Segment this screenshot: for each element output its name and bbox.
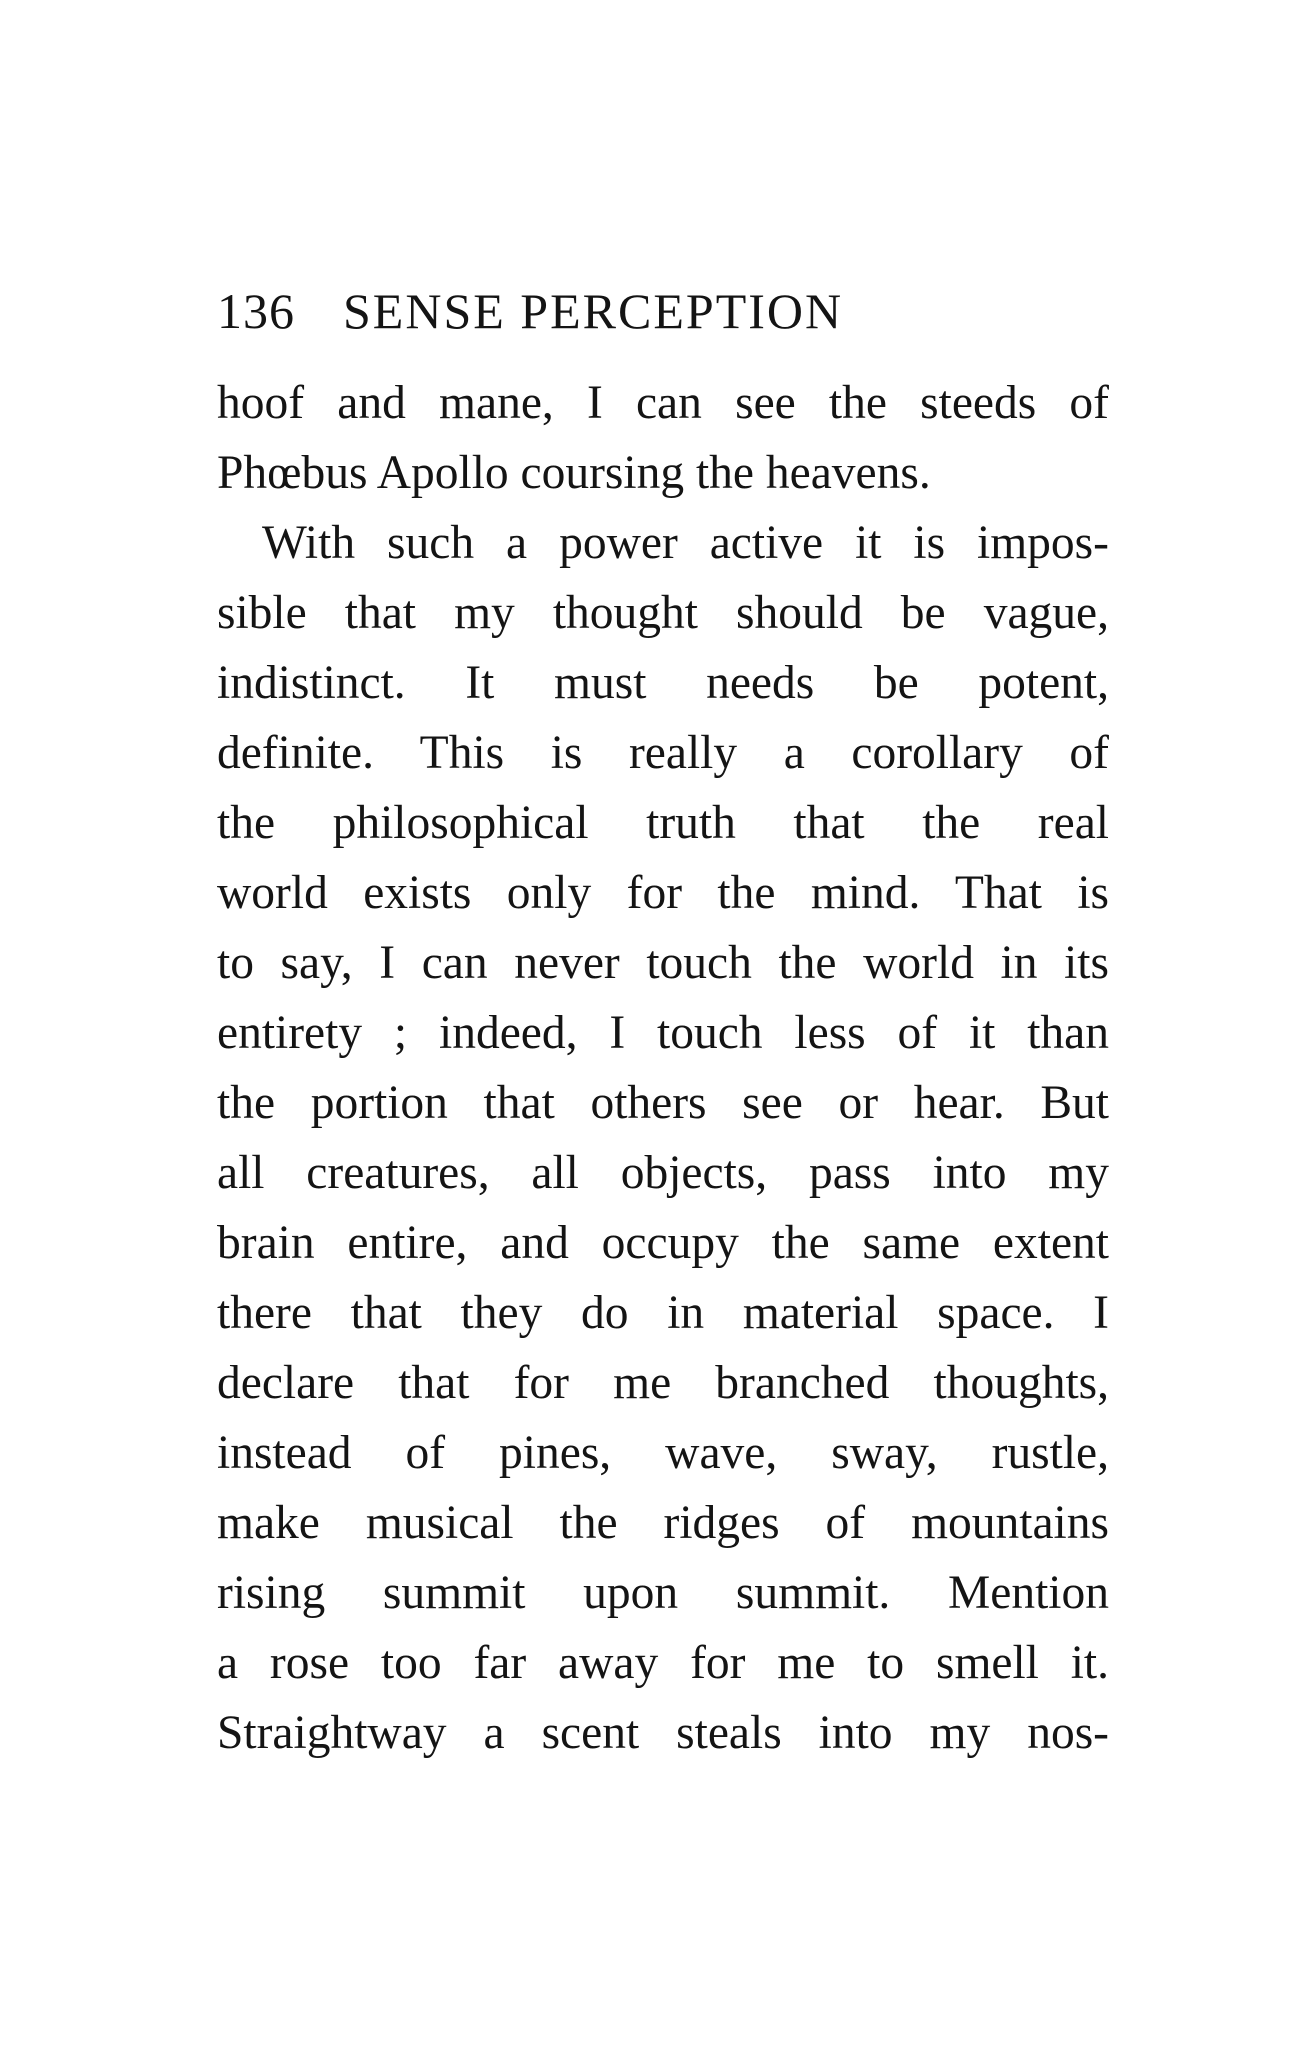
text-line: a rose too far away for me to smell it. — [217, 1637, 1109, 1689]
text-line: entirety ; indeed, I touch less of it than — [217, 1007, 1109, 1059]
text-line: make musical the ridges of mountains — [217, 1497, 1109, 1549]
running-title: SENSE PERCEPTION — [343, 283, 844, 339]
text-line: hoof and mane, I can see the steeds of — [217, 377, 1109, 429]
body-text — [217, 368, 1109, 1768]
text-line: With such a power active it is impos- — [262, 517, 1109, 569]
text-line: all creatures, all objects, pass into my — [217, 1147, 1109, 1199]
text-line: indistinct. It must needs be potent, — [217, 657, 1109, 709]
text-line: instead of pines, wave, sway, rustle, — [217, 1427, 1109, 1479]
text-line: world exists only for the mind. That is — [217, 867, 1109, 919]
text-line: Phœbus Apollo coursing the heavens. — [217, 447, 931, 499]
text-line: Straightway a scent steals into my nos- — [217, 1707, 1109, 1759]
paragraph — [217, 368, 1109, 508]
text-line: definite. This is really a corollary of — [217, 727, 1109, 779]
running-head — [217, 282, 843, 340]
text-line: there that they do in material space. I — [217, 1287, 1109, 1339]
text-line: sible that my thought should be vague, — [217, 587, 1109, 639]
text-line: the portion that others see or hear. But — [217, 1077, 1109, 1129]
text-line: rising summit upon summit. Mention — [217, 1567, 1109, 1619]
paragraph — [217, 508, 1109, 1768]
text-line: the philosophical truth that the real — [217, 797, 1109, 849]
text-line: declare that for me branched thoughts, — [217, 1357, 1109, 1409]
text-line: brain entire, and occupy the same extent — [217, 1217, 1109, 1269]
text-line: to say, I can never touch the world in its — [217, 937, 1109, 989]
page-number: 136 — [217, 283, 295, 339]
